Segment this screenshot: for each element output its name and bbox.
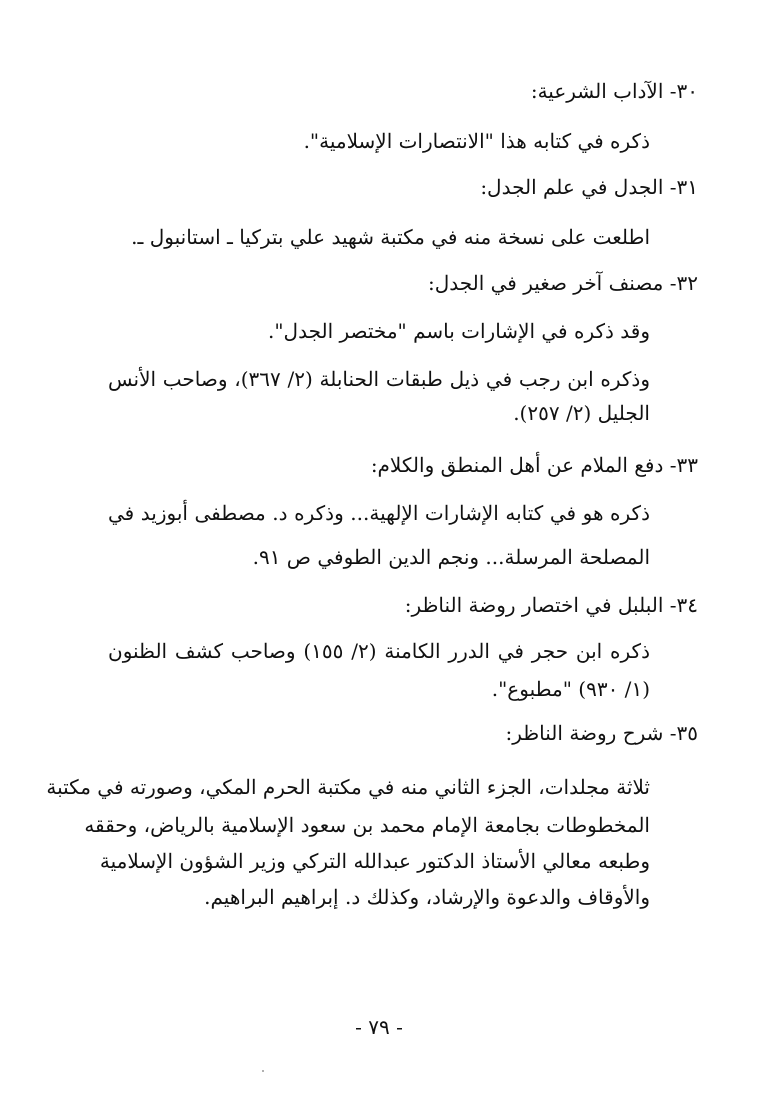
scan-speck bbox=[262, 1070, 264, 1072]
item-32-line-2: وذكره ابن رجب في ذيل طبقات الحنابلة (٢/ ٣٦٧)، وصاحب الأنس bbox=[108, 367, 650, 391]
item-33-heading: ٣٣- دفع الملام عن أهل المنطق والكلام: bbox=[370, 453, 698, 477]
item-35-line-4: والأوقاف والدعوة والإرشاد، وكذلك د. إبراهيم البراهيم. bbox=[204, 885, 650, 909]
item-35-heading: ٣٥- شرح روضة الناظر: bbox=[505, 721, 698, 745]
item-31-line-1: اطلعت على نسخة منه في مكتبة شهيد علي بتركيا ـ استانبول ـ. bbox=[131, 225, 650, 249]
item-30-line-1: ذكره في كتابه هذا "الانتصارات الإسلامية". bbox=[303, 129, 650, 153]
item-34-line-1: ذكره ابن حجر في الدرر الكامنة (٢/ ١٥٥) وصاحب كشف الظنون bbox=[108, 639, 650, 663]
item-30-heading: ٣٠- الآداب الشرعية: bbox=[530, 79, 698, 103]
item-35-line-3: وطبعه معالي الأستاذ الدكتور عبدالله التركي وزير الشؤون الإسلامية bbox=[99, 849, 650, 873]
item-32-heading: ٣٢- مصنف آخر صغير في الجدل: bbox=[427, 271, 698, 295]
item-32-line-3: الجليل (٢/ ٢٥٧). bbox=[513, 401, 650, 425]
item-33-line-1: ذكره هو في كتابه الإشارات الإلهية... وذكره د. مصطفى أبوزيد في bbox=[108, 501, 650, 525]
item-32-line-1: وقد ذكره في الإشارات باسم "مختصر الجدل". bbox=[267, 319, 650, 343]
item-35-line-1: ثلاثة مجلدات، الجزء الثاني منه في مكتبة الحرم المكي، وصورته في مكتبة bbox=[46, 775, 650, 799]
item-35-line-2: المخطوطات بجامعة الإمام محمد بن سعود الإسلامية بالرياض، وحققه bbox=[84, 813, 650, 837]
page-number: - ٧٩ - bbox=[355, 1015, 403, 1039]
item-33-line-2: المصلحة المرسلة... ونجم الدين الطوفي ص ٩١. bbox=[252, 545, 650, 569]
item-31-heading: ٣١- الجدل في علم الجدل: bbox=[480, 175, 698, 199]
item-34-heading: ٣٤- البلبل في اختصار روضة الناظر: bbox=[404, 593, 698, 617]
item-34-line-2: (١/ ٩٣٠) "مطبوع". bbox=[491, 677, 650, 701]
